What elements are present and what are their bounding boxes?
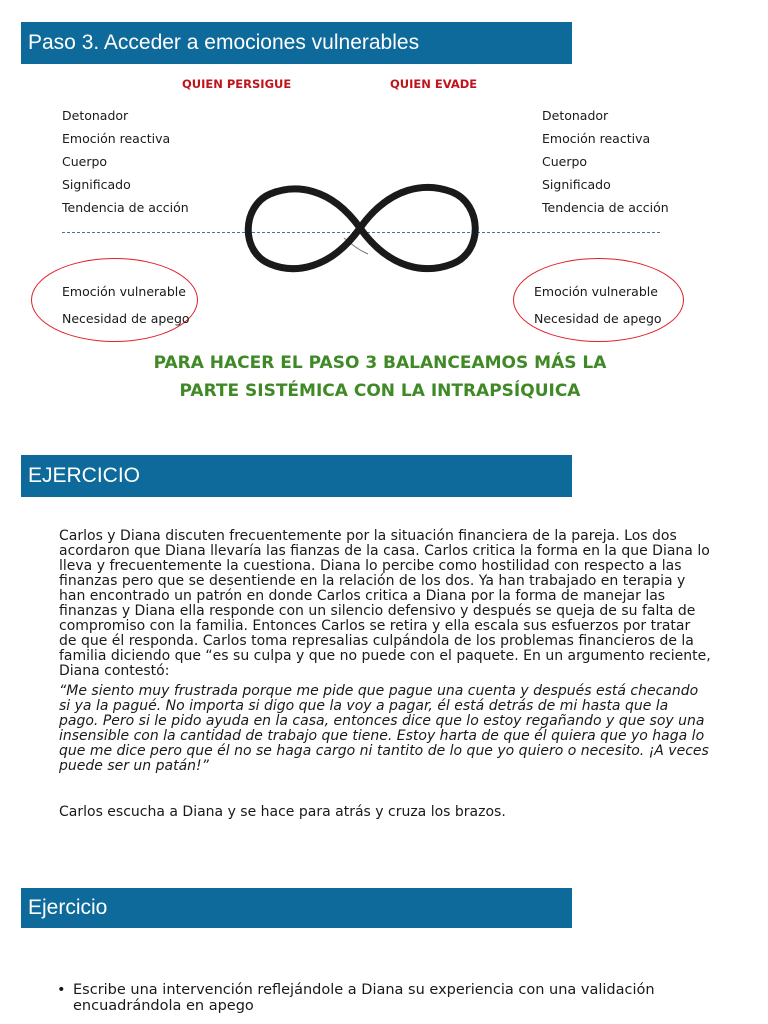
exercise2-bullet: • Escribe una intervención reflejándole a Diana su experiencia con una validación encuadrándola en apego — [57, 982, 717, 1014]
balance-line-1: PARA HACER EL PASO 3 BALANCEAMOS MÁS LA — [153, 353, 607, 373]
closing-sentence: Carlos escucha a Diana y se hace para atrás y cruza los brazos. — [59, 804, 506, 820]
exercise-banner — [21, 455, 572, 497]
evader-label-action-tendency: Tendencia de acción — [542, 200, 669, 215]
evader-vulnerable-block — [534, 278, 662, 332]
pursuer-label-trigger: Detonador — [62, 108, 129, 123]
pursuer-vulnerable-block — [62, 278, 190, 332]
evader-vulnerable-emotion: Emoción vulnerable — [534, 284, 658, 299]
exercise-title: EJERCICIO — [28, 464, 141, 487]
evader-label-list — [542, 104, 669, 219]
pursuer-heading: QUIEN PERSIGUE — [182, 77, 292, 91]
evader-label-meaning: Significado — [542, 177, 611, 192]
pursuer-label-reactive-emotion: Emoción reactiva — [62, 131, 171, 146]
pursuer-label-body: Cuerpo — [62, 154, 108, 169]
infinity-icon — [232, 180, 488, 276]
balance-line-2: PARTE SISTÉMICA CON LA INTRAPSÍQUICA — [179, 381, 581, 401]
pursuer-label-action-tendency: Tendencia de acción — [62, 200, 189, 215]
evader-label-reactive-emotion: Emoción reactiva — [542, 131, 651, 146]
evader-heading: QUIEN EVADE — [390, 77, 478, 91]
case-paragraph: Carlos y Diana discuten frecuentemente por la situación financiera de la pareja. Los dos acordaron que Diana llevaría las fianzas de la casa. Carlos critica la forma en la que Diana lo lleva y frecuentemente la cuestiona. Diana lo percibe como hostilidad con respecto a las finanzas pero que se desentiende en la relación de los dos. Ya han trabajado en terapia y han encontrado un patrón en donde Carlos critica a Diana por la forma de manejar las finanzas y Diana ella responde con un silencio defensivo y después se queja de su falta de compromiso con la familia. Entonces Carlos se retira y ella escala sus esfuerzos por tratar de que él responda. Carlos toma represalias culpándola de los problemas financieros de la familia diciendo que “es su culpa y que no puede con el paquete. En un argumento reciente, Diana contestó: — [59, 528, 711, 679]
exercise2-bullet-list — [57, 982, 717, 1022]
step3-title: Paso 3. Acceder a emociones vulnerables — [28, 31, 420, 54]
balance-statement — [100, 349, 660, 405]
evader-label-trigger: Detonador — [542, 108, 609, 123]
evader-attachment-need: Necesidad de apego — [534, 311, 662, 326]
pursuer-label-meaning: Significado — [62, 177, 131, 192]
pursuer-attachment-need: Necesidad de apego — [62, 311, 190, 326]
diana-quote: “Me siento muy frustrada porque me pide que pague una cuenta y después está checando si ya la pagué. No importa si digo que la voy a pagar, él está detrás de mi hasta que la pago. Pero si le pido ayuda en la casa, entonces dice que lo estoy regañando y que soy una insensible con la cantidad de trabajo que tiene. Estoy harta de que él quiera que yo haga lo que me dice pero que él no se haga cargo ni tantito de lo que yo quiero o necesito. ¡A veces puede ser un patán!” — [59, 683, 709, 774]
exercise2-title: Ejercicio — [28, 896, 108, 919]
step3-banner — [21, 22, 572, 64]
evader-label-body: Cuerpo — [542, 154, 588, 169]
exercise2-banner — [21, 888, 572, 928]
pursuer-vulnerable-emotion: Emoción vulnerable — [62, 284, 186, 299]
pursuer-label-list — [62, 104, 189, 219]
